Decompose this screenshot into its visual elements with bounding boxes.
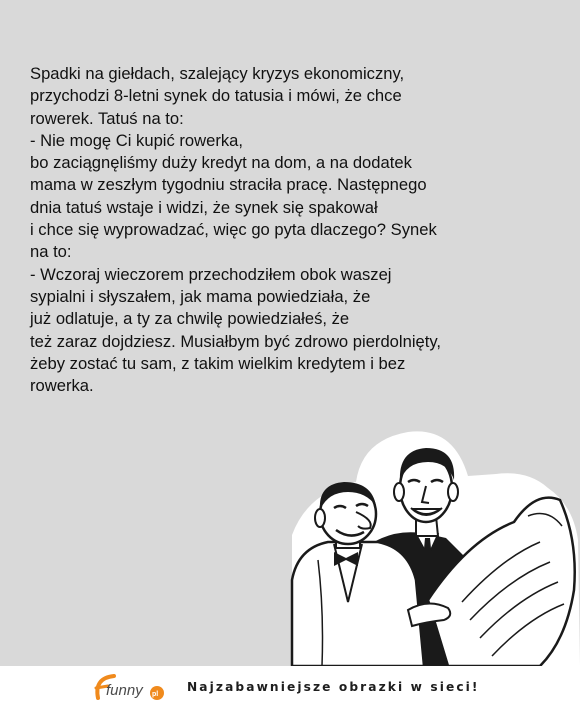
- footer: [0, 666, 580, 709]
- joke-line: przychodzi 8-letni synek do tatusia i mówi, że chce: [30, 86, 402, 106]
- joke-line: bo zaciągnęliśmy duży kredyt na dom, a na dodatek: [30, 153, 412, 173]
- joke-text: [30, 63, 550, 397]
- two-men-reading-newspaper-illustration: [278, 430, 580, 666]
- joke-line: też zaraz dojdziesz. Musiałbym być zdrowo pierdolnięty,: [30, 331, 442, 351]
- tagline: Najzabawniejsze obrazki w sieci!: [187, 680, 480, 694]
- joke-line: - Wczoraj wieczorem przechodziłem obok waszej: [30, 264, 392, 284]
- joke-line: na to:: [30, 242, 72, 262]
- joke-line: - Nie mogę Ci kupić rowerka,: [30, 130, 244, 150]
- funny-pl-logo-icon[interactable]: [92, 670, 172, 706]
- logo-suffix: pl: [152, 691, 159, 698]
- logo-text: funny: [106, 682, 143, 699]
- joke-line: Spadki na giełdach, szalejący kryzys ekonomiczny,: [30, 64, 405, 83]
- joke-line: już odlatuje, a ty za chwilę powiedziałeś, że: [30, 309, 350, 329]
- joke-line: rowerka.: [30, 376, 94, 396]
- joke-line: dnia tatuś wstaje i widzi, że synek się spakował: [30, 197, 378, 217]
- joke-line: rowerek. Tatuś na to:: [30, 108, 184, 128]
- joke-line: i chce się wyprowadzać, więc go pyta dlaczego? Synek: [30, 220, 437, 240]
- joke-line: mama w zeszłym tygodniu straciła pracę. Następnego: [30, 175, 427, 195]
- joke-line: sypialni i słyszałem, jak mama powiedziała, że: [30, 286, 371, 306]
- joke-line: żeby zostać tu sam, z takim wielkim kredytem i bez: [30, 353, 406, 373]
